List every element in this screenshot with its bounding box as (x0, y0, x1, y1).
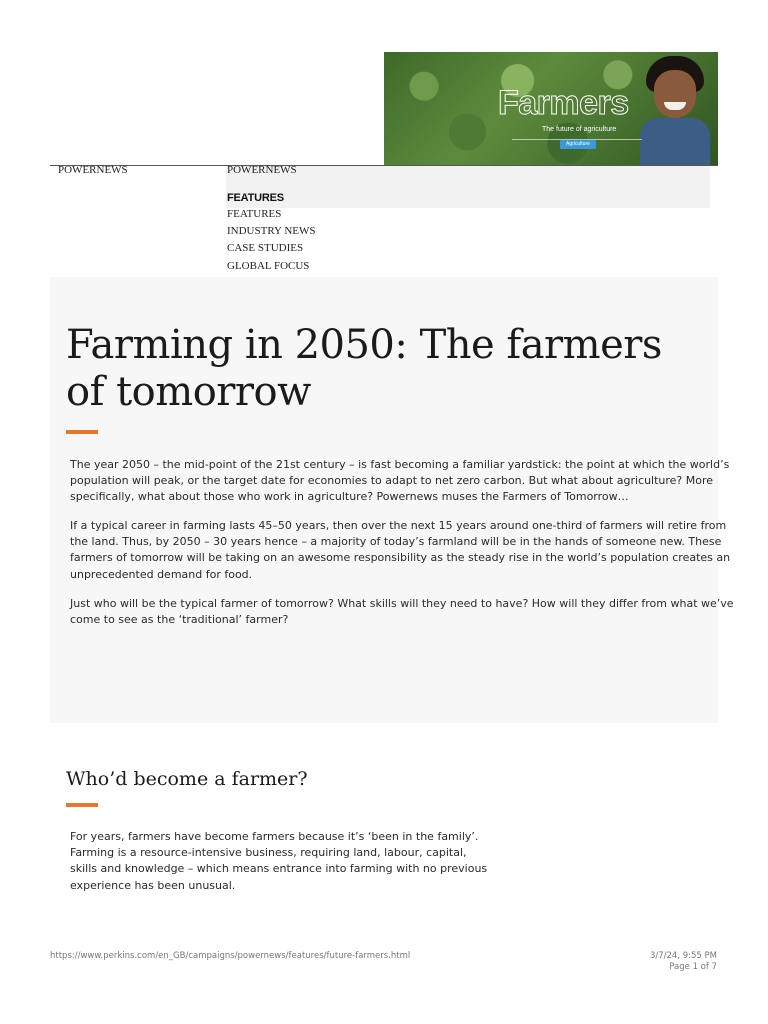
section-paragraph (70, 829, 487, 894)
article-title (66, 322, 706, 416)
intro-paragraph (70, 596, 734, 628)
text-line: If a typical career in farming lasts 45–50 years, then over the next 15 years around one-third of farmers will retire from (70, 519, 727, 532)
intro-paragraph (70, 457, 729, 506)
text-line: For years, farmers have become farmers because it’s ‘been in the family’. (70, 830, 479, 843)
section-accent-bar (66, 803, 98, 807)
text-line: unprecedented demand for food. (70, 567, 253, 581)
farmer-portrait (640, 56, 710, 166)
section-heading: Who’d become a farmer? (66, 768, 308, 790)
footer-datetime: 3/7/24, 9:55 PM (649, 951, 717, 961)
nav-brand-link[interactable]: POWERNEWS (227, 164, 297, 176)
hero-brand-text: Farmers (498, 84, 629, 122)
text-line: Just who will be the typical farmer of tomorrow? What skills will they need to have? How will they differ from what we’ve (70, 597, 734, 610)
nav-item-case-studies[interactable]: CASE STUDIES (227, 242, 304, 254)
nav-item-features[interactable]: FEATURES (227, 208, 282, 220)
text-line: specifically, what about those who work in agriculture? Powernews muses the Farmers of Tomorrow… (70, 490, 629, 504)
footer-print-info (650, 951, 717, 973)
nav-current-section-band (226, 166, 710, 208)
article-title-line: of tomorrow (66, 369, 311, 415)
nav-item-industry-news[interactable]: INDUSTRY NEWS (227, 225, 316, 237)
nav-item-global-focus[interactable]: GLOBAL FOCUS (227, 260, 310, 272)
title-accent-bar (66, 430, 98, 434)
text-line: the land. Thus, by 2050 – 30 years hence – a majority of today’s farmland will be in the hands of someone new. These (70, 535, 722, 549)
article-title-line: Farming in 2050: The farmers (66, 322, 662, 368)
nav-current-section: FEATURES (227, 192, 284, 204)
footer-page-url: https://www.perkins.com/en_GB/campaigns/powernews/features/future-farmers.html (50, 951, 411, 961)
text-line: farmers of tomorrow will be taking on an awesome responsibility as the steady rise in the world’s population creates an (70, 551, 731, 565)
text-line: The year 2050 – the mid-point of the 21st century – is fast becoming a familiar yardstick: the point at which the world’s (70, 458, 730, 471)
footer-page-number: Page 1 of 7 (669, 962, 717, 972)
hero-tagline: The future of agriculture (542, 126, 617, 133)
nav-logo-link[interactable]: POWERNEWS (58, 164, 128, 176)
text-line: experience has been unusual. (70, 878, 236, 892)
text-line: Farming is a resource-intensive business, requiring land, labour, capital, (70, 846, 467, 860)
hero-banner-image (384, 52, 718, 166)
hero-category-chip: Agriculture (560, 140, 596, 149)
text-line: come to see as the ‘traditional’ farmer? (70, 613, 289, 627)
text-line: population will peak, or the target date for economies to adapt to net zero carbon. But what about agriculture? More (70, 474, 714, 488)
text-line: skills and knowledge – which means entrance into farming with no previous (70, 862, 488, 876)
intro-paragraph (70, 518, 730, 583)
